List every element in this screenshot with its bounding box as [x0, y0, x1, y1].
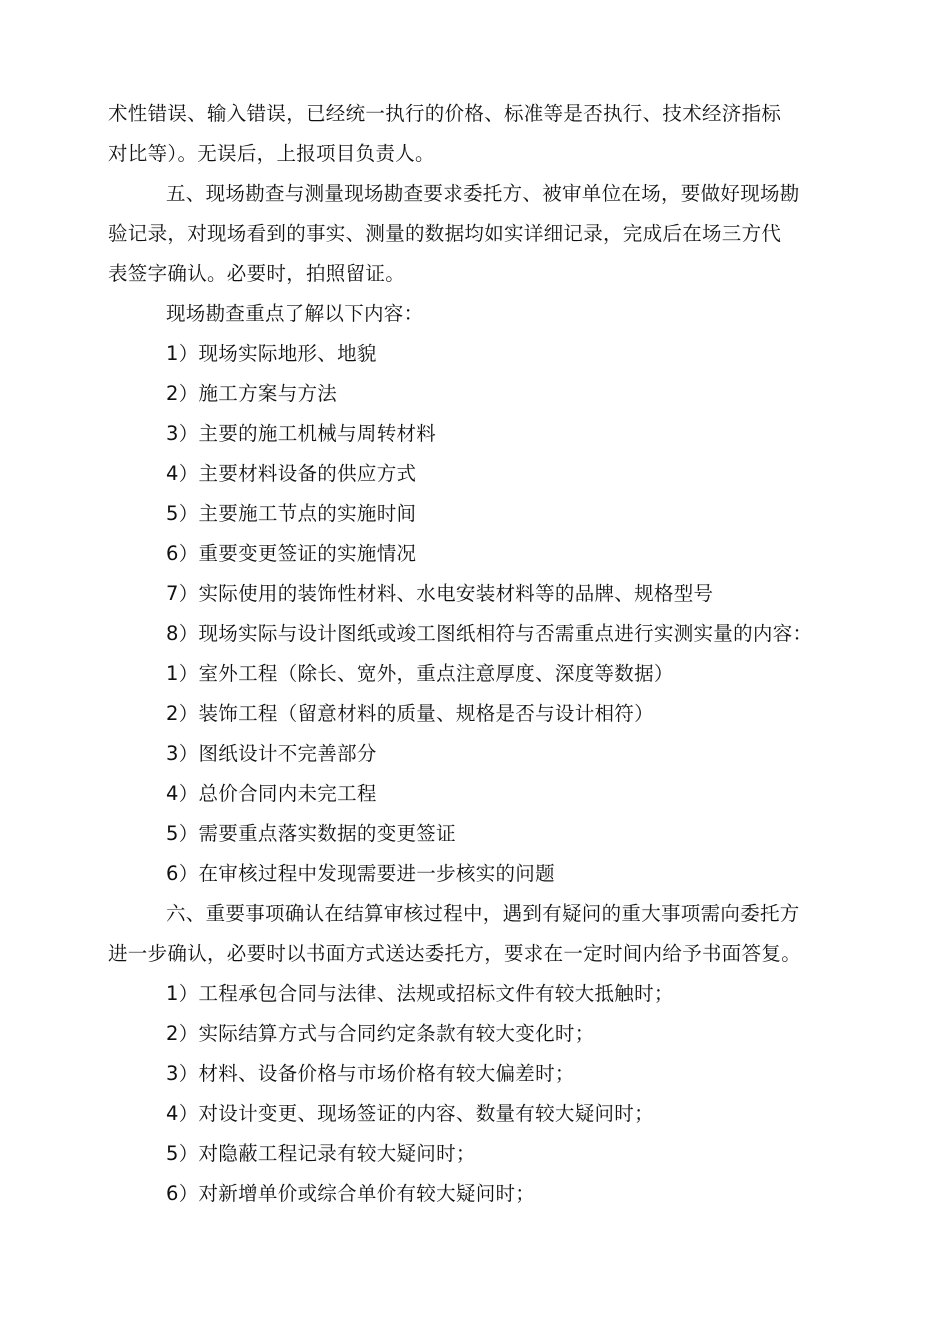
list-item: 3）主要的施工机械与周转材料: [166, 422, 437, 445]
list-item: 1）工程承包合同与法律、法规或招标文件有较大抵触时；: [166, 982, 674, 1005]
text-line: 术性错误、输入错误，已经统一执行的价格、标准等是否执行、技术经济指标: [108, 102, 782, 125]
text-line: 对比等）。无误后，上报项目负责人。: [108, 142, 435, 165]
list-item: 5）需要重点落实数据的变更签证: [166, 822, 456, 845]
list-item: 6）在审核过程中发现需要进一步核实的问题: [166, 862, 555, 885]
list-item: 4）总价合同内未完工程: [166, 782, 377, 805]
list-item: 8）现场实际与设计图纸或竣工图纸相符与否需重点进行实测实量的内容：: [166, 622, 813, 645]
list-item: 2）装饰工程（留意材料的质量、规格是否与设计相符）: [166, 702, 654, 725]
list-item: 1）现场实际地形、地貌: [166, 342, 377, 365]
list-item: 4）主要材料设备的供应方式: [166, 462, 417, 485]
list-item: 1）室外工程（除长、宽外，重点注意厚度、深度等数据）: [166, 662, 674, 685]
text-line: 验记录，对现场看到的事实、测量的数据均如实详细记录，完成后在场三方代: [108, 222, 782, 245]
text-line: 进一步确认，必要时以书面方式送达委托方，要求在一定时间内给予书面答复。: [108, 942, 802, 965]
list-item: 5）主要施工节点的实施时间: [166, 502, 417, 525]
list-item: 5）对隐蔽工程记录有较大疑问时；: [166, 1142, 476, 1165]
list-item: 7）实际使用的装饰性材料、水电安装材料等的品牌、规格型号: [166, 582, 714, 605]
list-item: 2）施工方案与方法: [166, 382, 338, 405]
list-item: 2）实际结算方式与合同约定条款有较大变化时；: [166, 1022, 595, 1045]
text-line: 表签字确认。必要时，拍照留证。: [108, 262, 406, 285]
text-line: 现场勘查重点了解以下内容：: [166, 302, 424, 325]
list-item: 4）对设计变更、现场签证的内容、数量有较大疑问时；: [166, 1102, 654, 1125]
list-item: 6）重要变更签证的实施情况: [166, 542, 417, 565]
list-item: 3）图纸设计不完善部分: [166, 742, 377, 765]
section-heading-line: 五、现场勘查与测量现场勘查要求委托方、被审单位在场，要做好现场勘: [166, 182, 800, 205]
section-heading-line: 六、重要事项确认在结算审核过程中，遇到有疑问的重大事项需向委托方: [166, 902, 800, 925]
list-item: 6）对新增单价或综合单价有较大疑问时；: [166, 1182, 536, 1205]
list-item: 3）材料、设备价格与市场价格有较大偏差时；: [166, 1062, 575, 1085]
